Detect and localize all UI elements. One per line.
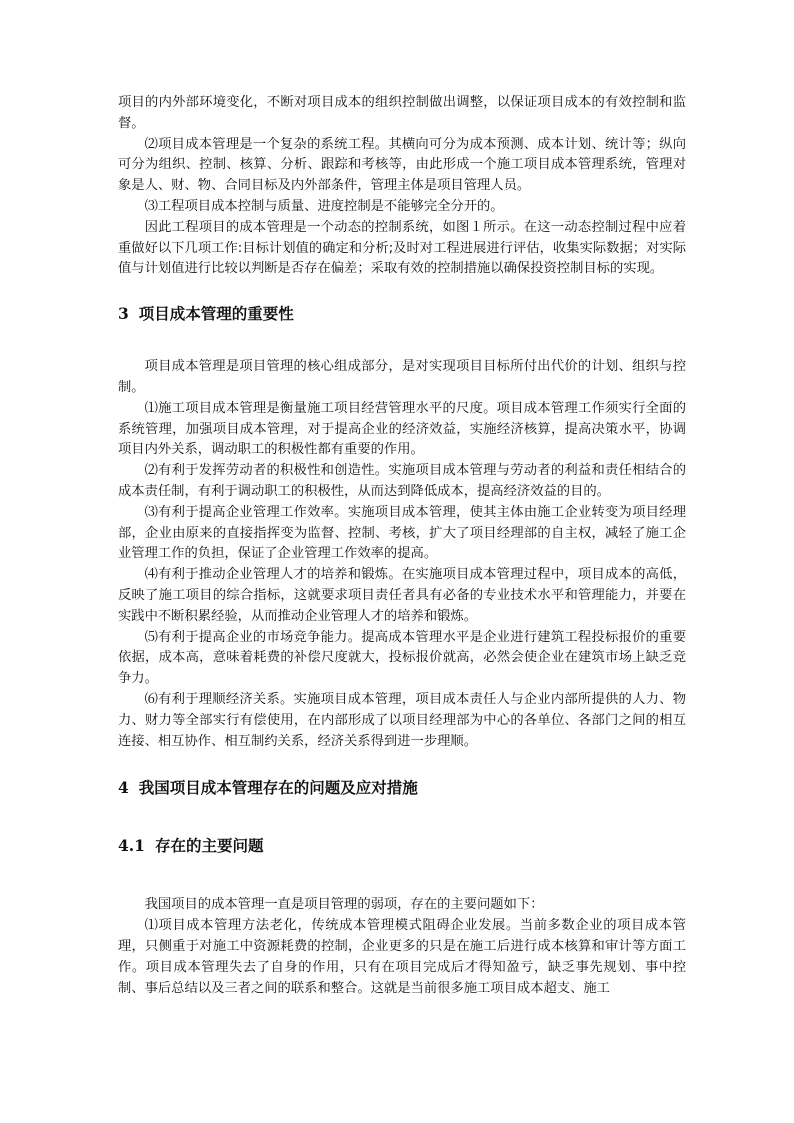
section-4-1-title: 存在的主要问题 [154,836,264,856]
section-3-paragraph-5: ⑸有利于提高企业的市场竞争能力。提高成本管理水平是企业进行建筑工程投标报价的重要依据，成本高，意味着耗费的补偿尺度就大，投标报价就高，必然会使企业在建筑市场上缺乏竞争力。 [118,629,686,687]
intro-paragraph-3: ⑶工程项目成本控制与质量、进度控制是不能够完全分开的。 [144,198,504,214]
section-3-heading [118,303,686,325]
intro-paragraph-continued: 项目的内外部环境变化，不断对项目成本的组织控制做出调整，以保证项目成本的有效控制和监督。 [118,95,686,131]
section-4-1-paragraph-1: ⑴项目成本管理方法老化，传统成本管理模式阻碍企业发展。当前多数企业的项目成本管理，只侧重于对施工中资源耗费的控制，企业更多的只是在施工后进行成本核算和审计等方面工作。项目成本管理失去了自身的作用，只有在项目完成后才得知盈亏，缺乏事先规划、事中控制、事后总结以及三者之间的联系和整合。这就是当前很多施工项目成本超支、施工 [118,918,686,996]
intro-paragraph-4: 因此工程项目的成本管理是一个动态的控制系统，如图１所示。在这一动态控制过程中应着重做好以下几项工作:目标计划值的确定和分析;及时对工程进展进行评估，收集实际数据；对实际值与计划值进行比较以判断是否存在偏差；采取有效的控制措施以确保投资控制目标的实现。 [118,219,686,277]
section-3-paragraph-4: ⑷有利于推动企业管理人才的培养和锻炼。在实施项目成本管理过程中，项目成本的高低，反映了施工项目的综合指标，这就要求项目责任者具有必备的专业技术水平和管理能力，并要在实践中不断积累经验，从而推动企业管理人才的培养和锻炼。 [118,567,686,624]
section-3-title: 项目成本管理的重要性 [138,304,294,324]
section-4-1-number: 4.1 [118,836,145,856]
section-4-title: 我国项目成本管理存在的问题及应对措施 [138,778,418,798]
section-4-1-paragraph-intro: 我国项目的成本管理一直是项目管理的弱项，存在的主要问题如下： [144,897,544,913]
section-3-number: 3 [118,304,129,324]
section-3-paragraph-1: ⑴施工项目成本管理是衡量施工项目经营管理水平的尺度。项目成本管理工作须实行全面的系统管理，加强项目成本管理，对于提高企业的经济效益，实施经济核算，提高决策水平，协调项目内外关系，调动职工的积极性都有重要的作用。 [118,400,686,458]
section-4-number: 4 [118,778,129,798]
section-3-paragraph-3: ⑶有利于提高企业管理工作效率。实施项目成本管理，使其主体由施工企业转变为项目经理部，企业由原来的直接指挥变为监督、控制、考核，扩大了项目经理部的自主权，减轻了施工企业管理工作的负担，保证了企业管理工作效率的提高。 [118,504,686,562]
section-4-heading [118,777,686,799]
section-3-paragraph-2: ⑵有利于发挥劳动者的积极性和创造性。实施项目成本管理与劳动者的利益和责任相结合的成本责任制，有利于调动职工的积极性，从而达到降低成本，提高经济效益的目的。 [118,463,686,499]
document-page [118,93,686,999]
section-3-paragraph-6: ⑹有利于理顺经济关系。实施项目成本管理，项目成本责任人与企业内部所提供的人力、物力、财力等全部实行有偿使用，在内部形成了以项目经理部为中心的各单位、各部门之间的相互连接、相互协作、相互制约关系，经济关系得到进一步理顺。 [118,691,686,749]
section-4-1-heading [118,835,686,857]
section-3-paragraph-intro: 项目成本管理是项目管理的核心组成部分，是对实现项目目标所付出代价的计划、组织与控制。 [118,359,686,395]
intro-paragraph-2: ⑵项目成本管理是一个复杂的系统工程。其横向可分为成本预测、成本计划、统计等；纵向可分为组织、控制、核算、分析、跟踪和考核等，由此形成一个施工项目成本管理系统，管理对象是人、财、物、合同目标及内外部条件，管理主体是项目管理人员。 [118,136,686,194]
